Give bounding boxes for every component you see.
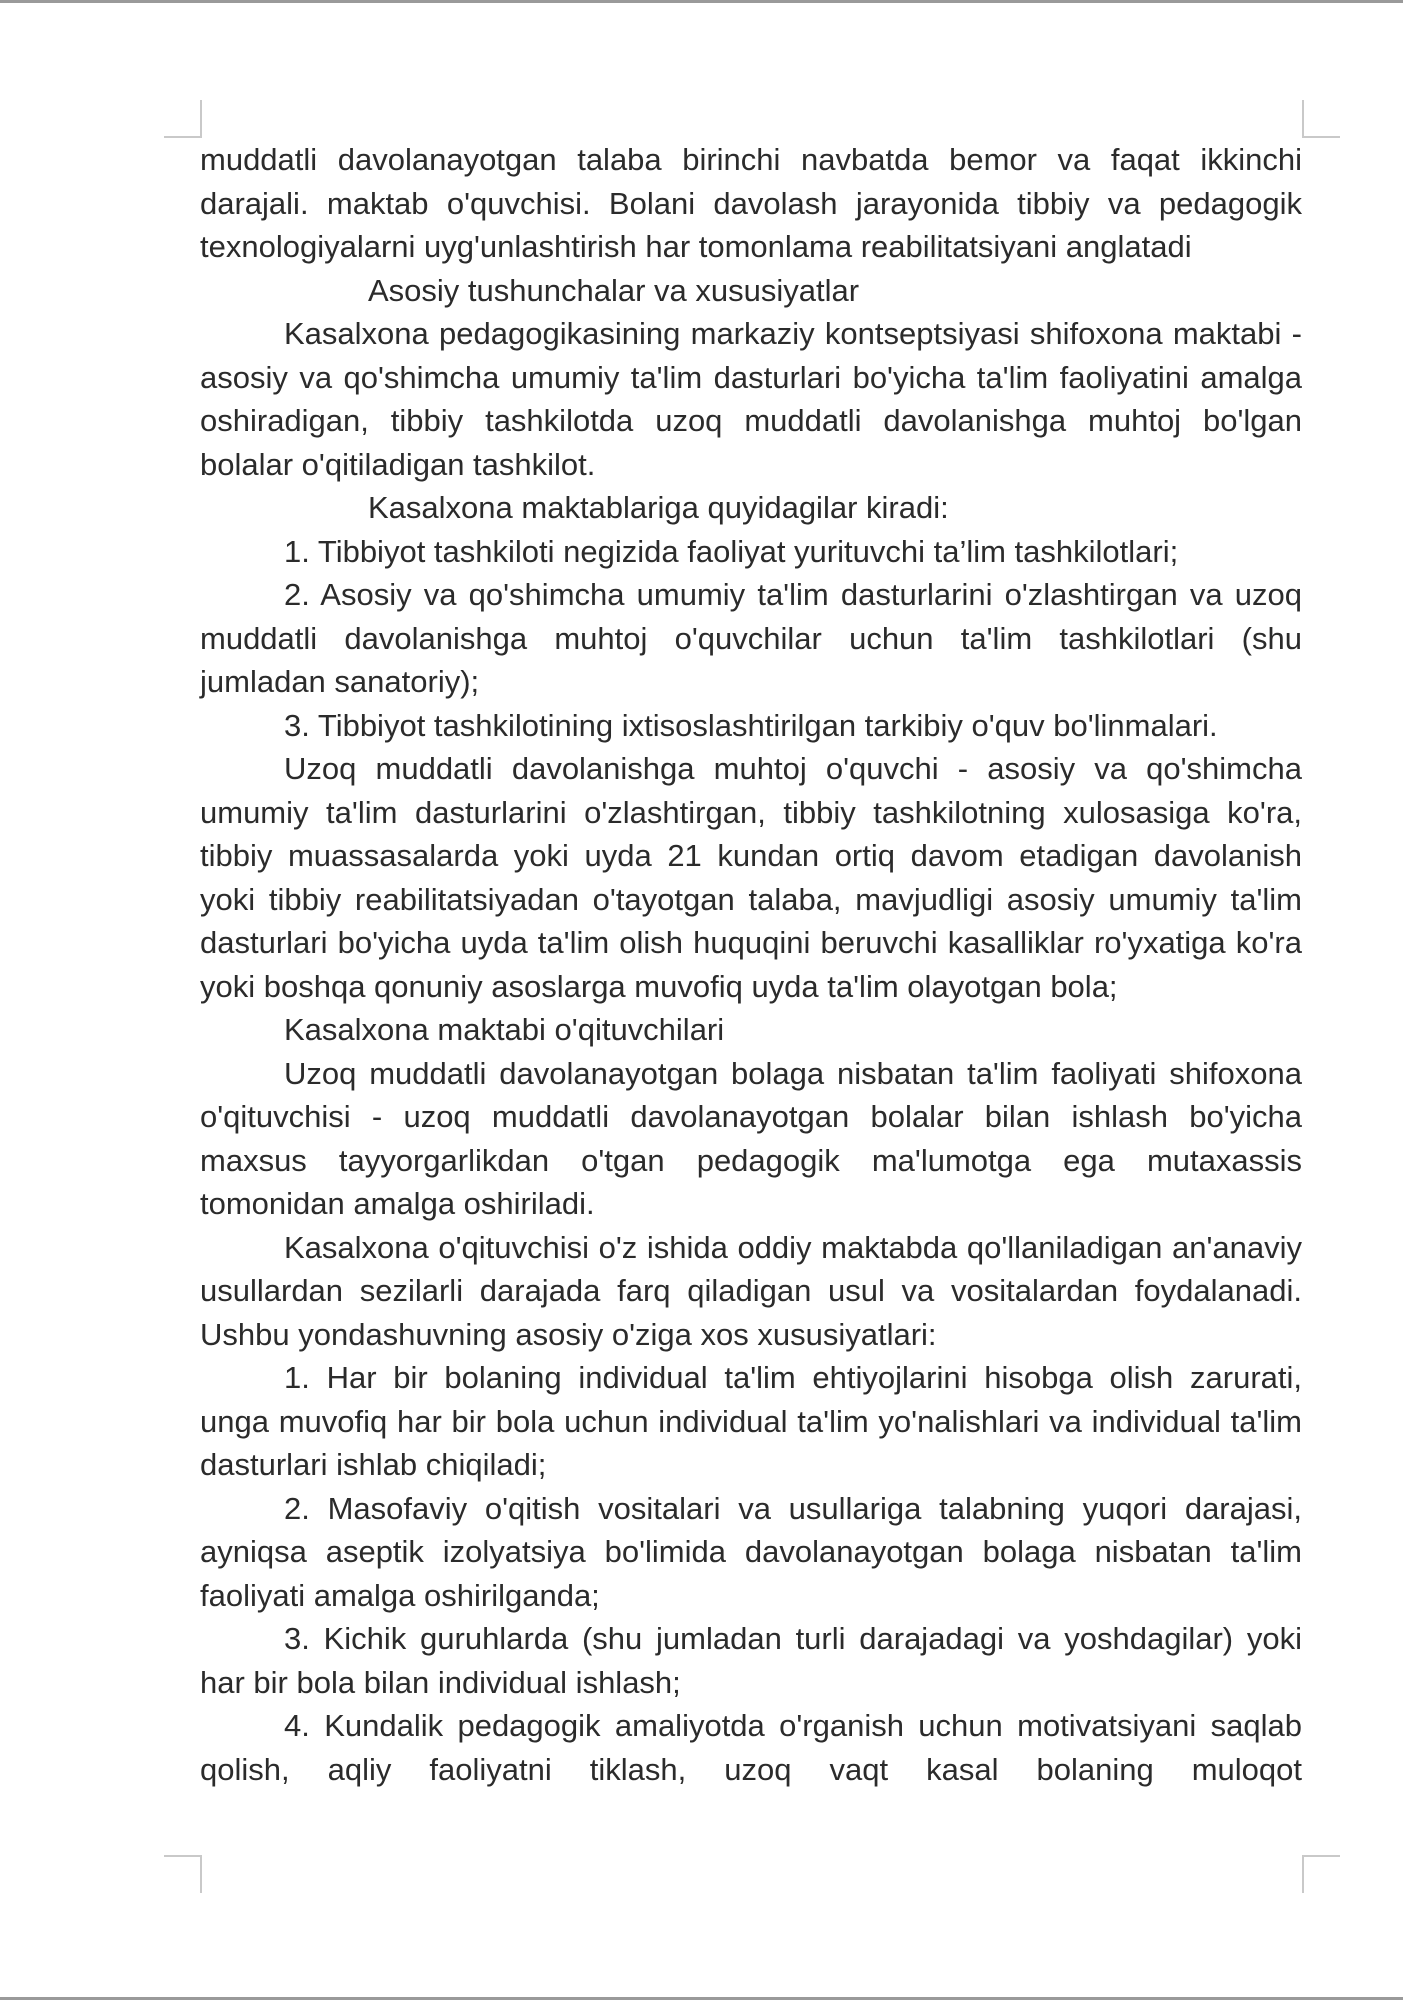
list-item: 2. Masofaviy o'qitish vositalari va usullariga talabning yuqori darajasi, ayniqsa aseptik izolyatsiya bo'limida davolanayotgan bolaga nisbatan ta'lim faoliyati amalga oshirilganda; [200,1490,1302,1613]
list-item: 4. Kundalik pedagogik amaliyotda o'rganish uchun motivatsiyani saqlab qolish, aqliy faoliyatni tiklash, uzoq vaqt kasal bolaning muloqot [200,1708,1302,1787]
list-intro: Kasalxona maktablariga quyidagilar kiradi: [368,490,949,525]
paragraph: Uzoq muddatli davolanishga muhtoj o'quvchi - asosiy va qo'shimcha umumiy ta'lim dasturlarini o'zlashtirgan, tibbiy tashkilotning xulosasiga ko'ra, tibbiy muassasalarda yoki uyda 21 kundan ortiq davom etadigan davolanish yoki tibbiy reabilitatsiyadan o'tayotgan talaba, mavjudligi asosiy umumiy ta'lim dasturlari bo'yicha uyda ta'lim olish huquqini beruvchi kasalliklar ro'yxatiga ko'ra yoki boshqa qonuniy asoslarga muvofiq uyda ta'lim olayotgan bola; [200,751,1302,1004]
crop-mark-bottom-right [1302,1855,1340,1893]
paragraph: Uzoq muddatli davolanayotgan bolaga nisbatan ta'lim faoliyati shifoxona o'qituvchisi - uzoq muddatli davolanayotgan bolalar bilan ishlash bo'yicha maxsus tayyorgarlikdan o'tgan pedagogik ma'lumotga ega mutaxassis tomonidan amalga oshiriladi. [200,1055,1302,1221]
list-item: 2. Asosiy va qo'shimcha umumiy ta'lim dasturlarini o'zlashtirgan va uzoq muddatli davolanishga muhtoj o'quvchilar uchun ta'lim tashkilotlari (shu jumladan sanatoriy); [200,577,1302,699]
crop-mark-top-right [1302,100,1340,138]
section-heading: Kasalxona maktabi o'qituvchilari [284,1012,725,1047]
crop-mark-bottom-left [164,1855,202,1893]
paragraph: Kasalxona o'qituvchisi o'z ishida oddiy maktabda qo'llaniladigan an'anaviy usullardan sezilarli darajada farq qiladigan usul va vositalardan foydalanadi. Ushbu yondashuvning asosiy o'ziga xos xususiyatlari: [200,1229,1302,1352]
section-heading: Asosiy tushunchalar va xususiyatlar [368,272,860,308]
paragraph: Kasalxona pedagogikasining markaziy kontseptsiyasi shifoxona maktabi - asosiy va qo'shimcha umumiy ta'lim dasturlari bo'yicha ta'lim faoliyatini amalga oshiradigan, tibbiy tashkilotda uzoq muddatli davolanishga muhtoj bo'lgan bolalar o'qitiladigan tashkilot. [200,316,1302,482]
paragraph-continuation: muddatli davolanayotgan talaba birinchi navbatda bemor va faqat ikkinchi darajali. maktab o'quvchisi. Bolani davolash jarayonida tibbiy va pedagogik texnologiyalarni uyg'unlashtirish har tomonlama reabilitatsiyani anglatadi [200,142,1302,264]
list-item: 1. Tibbiyot tashkiloti negizida faoliyat yurituvchi ta’lim tashkilotlari; [284,533,1179,569]
list-item: 3. Tibbiyot tashkilotining ixtisoslashtirilgan tarkibiy o'quv bo'linmalari. [284,707,1218,743]
list-item: 1. Har bir bolaning individual ta'lim ehtiyojlarini hisobga olish zarurati, unga muvofiq har bir bola uchun individual ta'lim yo'nalishlari va individual ta'lim dasturlari ishlab chiqiladi; [200,1360,1302,1482]
document-body [200,138,1302,1791]
list-item: 3. Kichik guruhlarda (shu jumladan turli darajadagi va yoshdagilar) yoki har bir bola bilan individual ishlash; [200,1621,1302,1700]
crop-mark-top-left [164,100,202,138]
